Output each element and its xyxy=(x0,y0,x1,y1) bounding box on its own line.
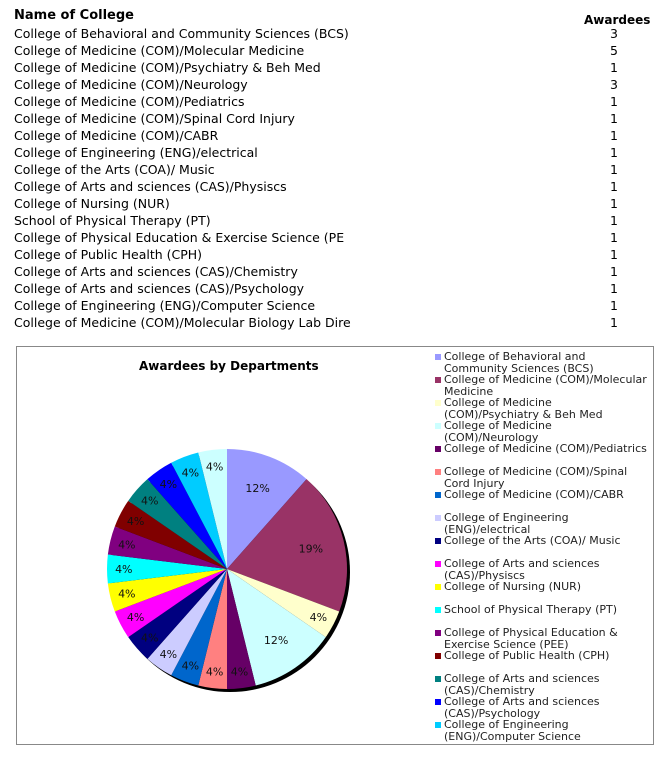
awardees-count-cell: 5 xyxy=(610,43,618,58)
legend-label: College of Engineering (ENG)/electrical xyxy=(444,511,569,536)
awardees-count-cell: 1 xyxy=(610,94,618,109)
awardees-count-cell: 1 xyxy=(610,298,618,313)
college-name-cell: College of Behavioral and Community Sciences (BCS) xyxy=(14,26,349,41)
table-row xyxy=(14,229,654,246)
pie-data-label: 19% xyxy=(298,542,324,556)
table-row xyxy=(14,76,654,93)
legend-label: College of Medicine (COM)/Molecular Medicine xyxy=(444,373,647,398)
column-header-awardees: Awardees xyxy=(584,13,651,27)
table-row xyxy=(14,42,654,59)
college-name-cell: College of Engineering (ENG)/electrical xyxy=(14,145,258,160)
awardees-count-cell: 1 xyxy=(610,145,618,160)
legend-swatch xyxy=(435,400,441,406)
pie-data-label: 4% xyxy=(181,659,200,673)
awardees-count-cell: 1 xyxy=(610,247,618,262)
legend-label: College of the Arts (COA)/ Music xyxy=(444,534,621,547)
college-name-cell: College of Medicine (COM)/Spinal Cord Injury xyxy=(14,111,295,126)
table-row xyxy=(14,195,654,212)
college-name-cell: College of Arts and sciences (CAS)/Psychology xyxy=(14,281,305,296)
legend-swatch xyxy=(435,469,441,475)
legend-swatch xyxy=(435,699,441,705)
table-row xyxy=(14,314,654,331)
legend-swatch xyxy=(435,653,441,659)
college-name-cell: College of Medicine (COM)/Pediatrics xyxy=(14,94,245,109)
chart-title: Awardees by Departments xyxy=(139,359,319,373)
legend-label: College of Nursing (NUR) xyxy=(444,580,582,593)
table-row xyxy=(14,161,654,178)
table-row xyxy=(14,127,654,144)
table-row xyxy=(14,93,654,110)
table-row xyxy=(14,59,654,76)
table-row xyxy=(14,212,654,229)
legend-label: College of Medicine (COM)/CABR xyxy=(444,488,624,501)
awardees-count-cell: 1 xyxy=(610,162,618,177)
college-name-cell: College of the Arts (COA)/ Music xyxy=(14,162,215,177)
college-name-cell: College of Nursing (NUR) xyxy=(14,196,170,211)
pie-data-label: 4% xyxy=(126,515,145,529)
legend-swatch xyxy=(435,607,441,613)
legend-label: College of Arts and sciences (CAS)/Psychology xyxy=(444,695,600,720)
awardees-count-cell: 1 xyxy=(610,196,618,211)
awardees-count-cell: 1 xyxy=(610,230,618,245)
pie-data-label: 4% xyxy=(115,563,133,576)
college-name-cell: College of Physical Education & Exercise Science (PE xyxy=(14,230,345,245)
college-name-cell: College of Medicine (COM)/CABR xyxy=(14,128,219,143)
legend-swatch xyxy=(435,538,441,544)
pie-data-label: 4% xyxy=(205,460,224,474)
legend-swatch xyxy=(435,423,441,429)
table-row xyxy=(14,263,654,280)
pie-data-label: 4% xyxy=(205,665,224,679)
legend-swatch xyxy=(435,584,441,590)
pie-data-label: 4% xyxy=(118,538,136,552)
awardees-count-cell: 1 xyxy=(610,213,618,228)
legend-label: College of Medicine (COM)/Psychiatry & Beh Med xyxy=(444,396,603,421)
table-body xyxy=(14,25,654,331)
legend-swatch xyxy=(435,446,441,452)
pie-data-label: 4% xyxy=(159,647,178,661)
legend-swatch xyxy=(435,492,441,498)
college-name-cell: College of Arts and sciences (CAS)/Chemistry xyxy=(14,264,298,279)
legend-swatch xyxy=(435,515,441,521)
college-name-cell: College of Medicine (COM)/Molecular Biology Lab Dire xyxy=(14,315,351,330)
pie-data-label: 4% xyxy=(230,665,249,679)
legend-swatch xyxy=(435,377,441,383)
table-row xyxy=(14,178,654,195)
college-name-cell: College of Medicine (COM)/Psychiatry & Beh Med xyxy=(14,60,321,75)
awardees-count-cell: 1 xyxy=(610,60,618,75)
pie-data-label: 4% xyxy=(118,587,136,601)
pie-data-label: 4% xyxy=(159,478,178,492)
college-name-cell: College of Public Health (CPH) xyxy=(14,247,203,262)
legend-swatch xyxy=(435,354,441,360)
legend-swatch xyxy=(435,676,441,682)
table-row xyxy=(14,144,654,161)
college-name-cell: College of Medicine (COM)/Molecular Medicine xyxy=(14,43,305,58)
legend-swatch xyxy=(435,630,441,636)
awardees-count-cell: 1 xyxy=(610,111,618,126)
awardees-count-cell: 1 xyxy=(610,264,618,279)
legend-label: College of Engineering (ENG)/Computer Science xyxy=(444,718,581,743)
legend-label: College of Public Health (CPH) xyxy=(444,649,610,662)
college-name-cell: School of Physical Therapy (PT) xyxy=(14,213,211,228)
legend-label: College of Arts and sciences (CAS)/Physiscs xyxy=(444,557,600,582)
pie-data-label: 12% xyxy=(263,634,289,648)
awardees-count-cell: 1 xyxy=(610,128,618,143)
legend-swatch xyxy=(435,722,441,728)
pie-data-label: 4% xyxy=(141,494,159,508)
pie-data-label: 4% xyxy=(181,466,200,480)
legend-label: College of Arts and sciences (CAS)/Chemistry xyxy=(444,672,600,697)
table-row xyxy=(14,110,654,127)
pie-data-label: 12% xyxy=(245,482,270,496)
table-row xyxy=(14,25,654,42)
legend-label: School of Physical Therapy (PT) xyxy=(444,603,618,616)
table-row xyxy=(14,246,654,263)
pie-data-label: 4% xyxy=(309,610,328,624)
college-name-cell: College of Medicine (COM)/Neurology xyxy=(14,77,248,92)
awardees-count-cell: 1 xyxy=(610,281,618,296)
college-name-cell: College of Engineering (ENG)/Computer Science xyxy=(14,298,316,313)
legend-label: College of Physical Education & Exercise Science (PEE) xyxy=(444,626,618,651)
college-name-cell: College of Arts and sciences (CAS)/Physiscs xyxy=(14,179,287,194)
legend-label: College of Behavioral and Community Sciences (BCS) xyxy=(444,350,594,375)
legend-swatch xyxy=(435,561,441,567)
awardees-count-cell: 3 xyxy=(610,26,618,41)
pie-chart-panel xyxy=(16,346,654,745)
awardees-count-cell: 1 xyxy=(610,179,618,194)
legend-label: College of Medicine (COM)/Spinal Cord Injury xyxy=(444,465,628,490)
table-row xyxy=(14,297,654,314)
column-header-name: Name of College xyxy=(14,8,134,23)
pie-data-label: 4% xyxy=(141,631,159,645)
legend-label: College of Medicine (COM)/Neurology xyxy=(444,419,552,444)
table-row xyxy=(14,280,654,297)
legend-label: College of Medicine (COM)/Pediatrics xyxy=(444,442,647,455)
awardees-count-cell: 1 xyxy=(610,315,618,330)
pie-data-label: 4% xyxy=(126,610,145,624)
awardees-count-cell: 3 xyxy=(610,77,618,92)
